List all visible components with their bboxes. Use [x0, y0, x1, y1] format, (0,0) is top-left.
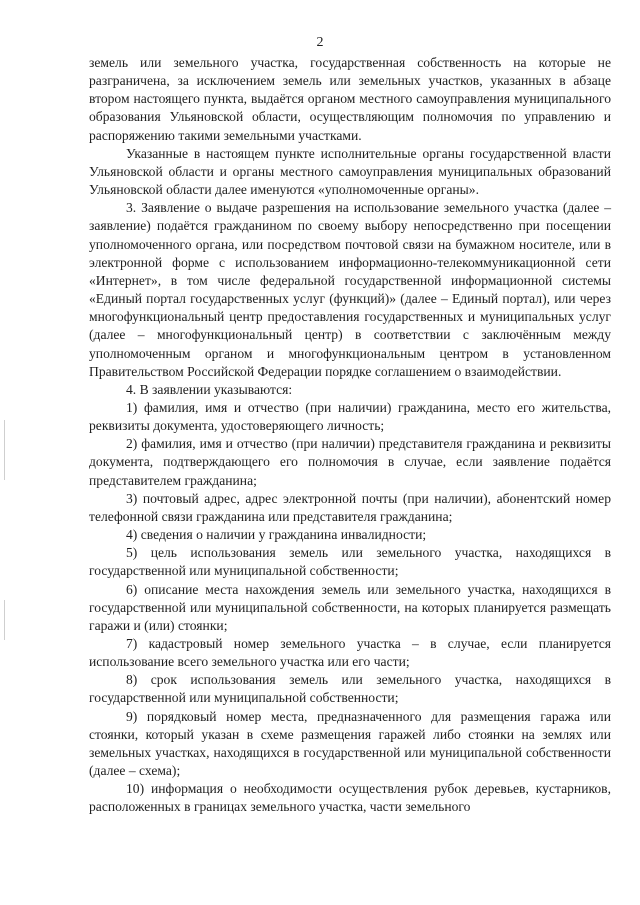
list-item: 1) фамилия, имя и отчество (при наличии) гражданина, место его жительства, реквизиты документа, удостоверяющего личность; [89, 399, 611, 434]
list-item: 10) информация о необходимости осуществления рубок деревьев, кустарников, расположенных в границах земельного участка, части земельного [89, 781, 611, 815]
scan-edge-mark [4, 600, 5, 640]
list-item: 3) почтовый адрес, адрес электронной почты (при наличии), абонентский номер телефонной связи гражданина или представителя гражданина; [89, 490, 611, 524]
list-item: 2) фамилия, имя и отчество (при наличии) представителя гражданина и реквизиты документа, подтверждающего его полномочия в случае, если заявление подаётся представителем гражданина; [89, 436, 611, 488]
list-item: 7) кадастровый номер земельного участка – в случае, если планируется использование всего земельного участка или его части; [89, 636, 611, 670]
list-item: 6) описание места нахождения земель или земельного участка, находящихся в государственной или муниципальной собственности, на которых планируется размещать гаражи и (или) стоянки; [89, 581, 611, 633]
scan-edge-mark [4, 420, 5, 480]
paragraph: Указанные в настоящем пункте исполнительные органы государственной власти Ульяновской области и органы местного самоуправления муниципальных образований Ульяновской области далее именуются «уполномоченные органы». [89, 145, 611, 198]
paragraph: 3. Заявление о выдаче разрешения на использование земельного участка (далее – заявление) подаётся гражданином по своему выбору непосредственно при посещении уполномоченного органа, или посредством почтовой связи на бумажном носителе, или в электронной форме с использованием информационно-телекоммуникационной сети «Интернет», в том числе федеральной государственной информационной системы «Единый портал государственных услуг (функций)» (далее – Единый портал), или через многофункциональный центр предоставления государственных и муниципальных услуг (далее – многофункциональный центр) в соответствии с заключённым между уполномоченным органом и многофункциональным центром в установленном Правительством Российской Федерации порядке соглашением о взаимодействии. [89, 200, 611, 379]
list-item: 5) цель использования земель или земельного участка, находящихся в государственной или муниципальной собственности; [89, 545, 611, 579]
list-item: 4) сведения о наличии у гражданина инвалидности; [126, 527, 427, 543]
paragraph: земель или земельного участка, государственная собственность на которые не разграничена, за исключением земель или земельных участков, указанных в абзаце втором настоящего пункта, выдаётся органом местного самоуправления муниципального образования Ульяновской области, осуществляющим полномочия по управлению и распоряжению такими земельными участками. [89, 55, 611, 143]
list-item: 9) порядковый номер места, предназначенного для размещения гаража или стоянки, который указан в схеме размещения гаражей либо стоянки на землях или земельных участках, находящихся в государственной или муниципальной собственности (далее – схема); [89, 708, 611, 779]
list-item: 8) срок использования земель или земельного участка, находящихся в государственной или муниципальной собственности; [89, 672, 611, 706]
document-body [89, 54, 611, 817]
paragraph: 4. В заявлении указываются: [126, 381, 293, 397]
page-number: 2 [316, 35, 324, 50]
